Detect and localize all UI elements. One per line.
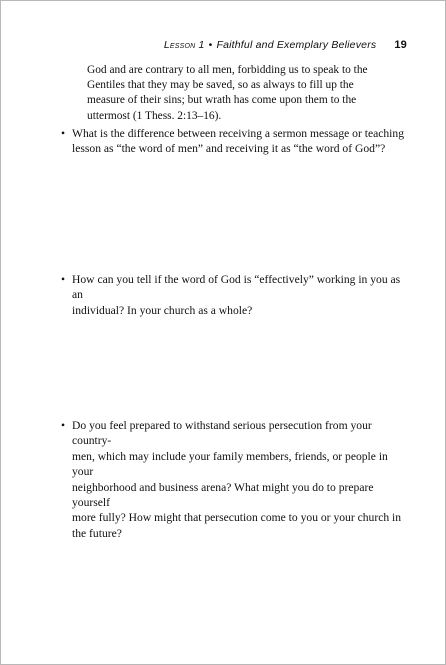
question-line: men, which may include your family members, friends, or people in your bbox=[72, 449, 388, 479]
bullet: • bbox=[61, 127, 66, 140]
question-line: more fully? How might that persecution come to you or your church in bbox=[72, 511, 402, 525]
study-question-2 bbox=[61, 272, 411, 318]
question-line: individual? In your church as a whole? bbox=[72, 303, 253, 317]
page-number: 19 bbox=[394, 39, 407, 51]
question-line: the future? bbox=[72, 526, 122, 540]
quote-line: measure of their sins; but wrath has come upon them to the bbox=[87, 94, 357, 107]
lesson-label: Lesson 1 bbox=[163, 39, 205, 51]
question-line: What is the difference between receiving a sermon message or teaching bbox=[72, 127, 404, 140]
quote-line: uttermost (1 Thess. 2:13–16). bbox=[87, 109, 222, 122]
running-head bbox=[61, 39, 407, 53]
study-question-3 bbox=[61, 418, 411, 541]
quote-line: God and are contrary to all men, forbidding us to speak to the bbox=[87, 64, 368, 76]
question-line: How can you tell if the word of God is “effectively” working in you as an bbox=[72, 273, 401, 302]
study-question-1 bbox=[61, 126, 411, 157]
quote-line: Gentiles that they may be saved, so as always to fill up the bbox=[87, 79, 354, 92]
lesson-title: Faithful and Exemplary Believers bbox=[216, 39, 377, 51]
question-text bbox=[72, 272, 411, 318]
question-line: lesson as “the word of men” and receiving it as “the word of God”? bbox=[72, 142, 386, 156]
bullet: • bbox=[61, 273, 66, 286]
question-text bbox=[72, 126, 411, 157]
question-line: Do you feel prepared to withstand serious persecution from your country- bbox=[72, 419, 372, 448]
question-line: neighborhood and business arena? What might you do to prepare yourself bbox=[72, 480, 374, 510]
question-text bbox=[72, 418, 411, 541]
bullet: • bbox=[61, 419, 66, 432]
scripture-quote bbox=[87, 63, 387, 124]
header-separator: • bbox=[208, 39, 213, 51]
